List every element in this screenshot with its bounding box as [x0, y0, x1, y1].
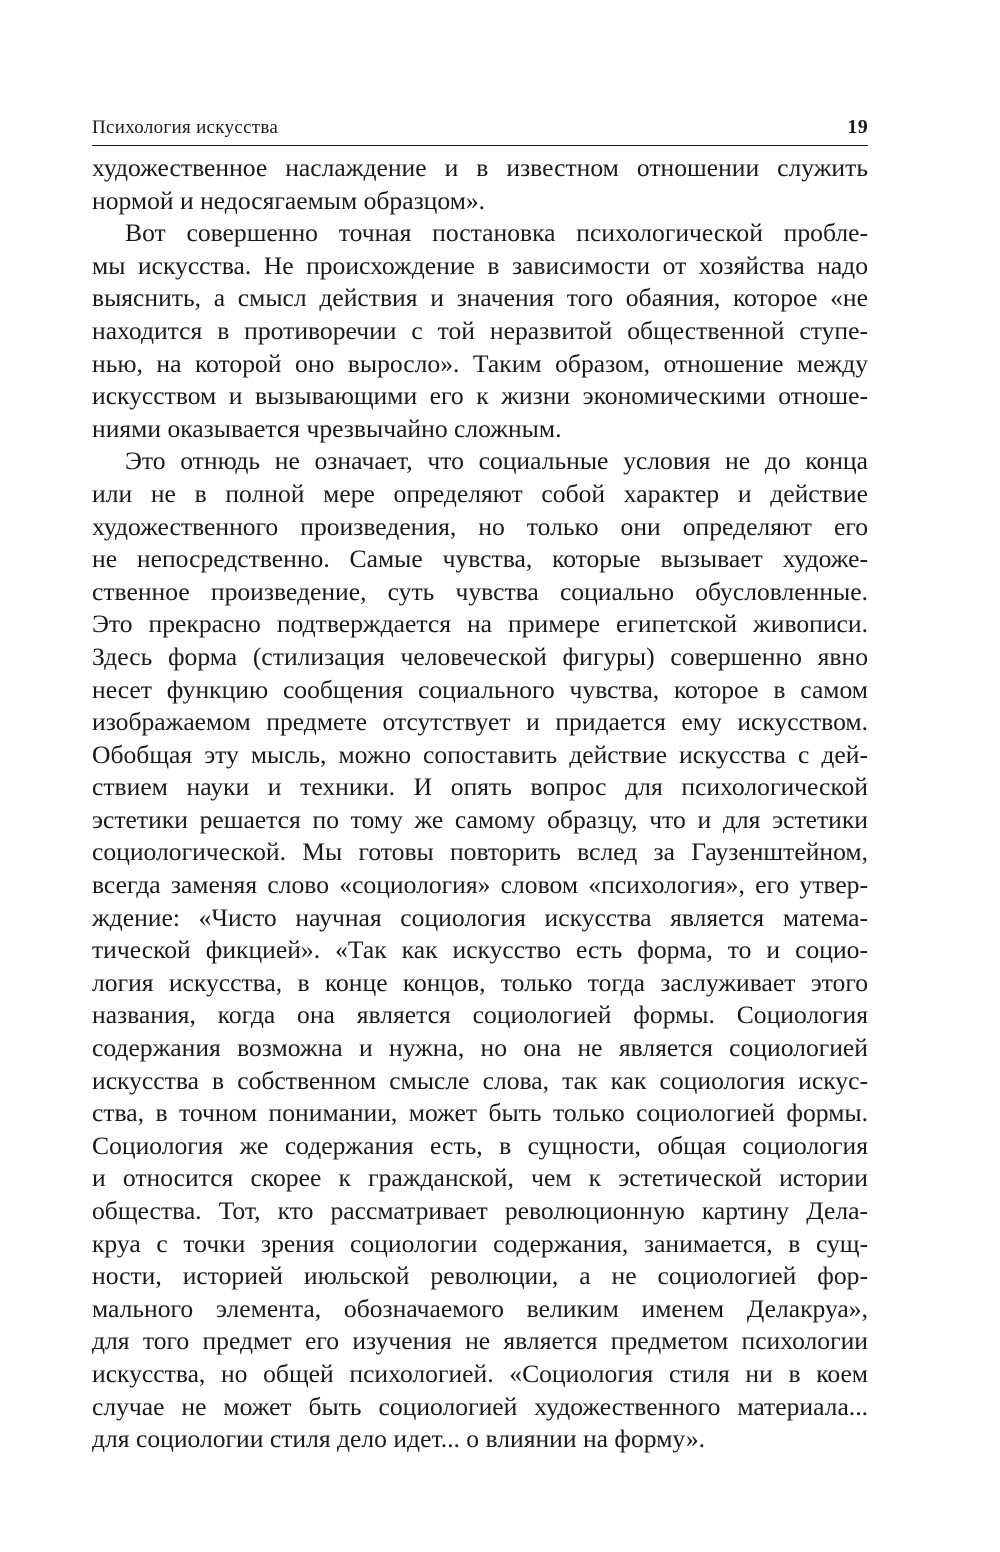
text-line: для социологии стиля дело идет... о влиянии на форму».: [92, 1424, 706, 1454]
text-line: изображаемом предмете отсутствует и придается ему искусством.: [92, 707, 868, 737]
text-line: ства, в точном понимании, может быть только социологией формы.: [92, 1098, 868, 1128]
text-line: всегда заменяя слово «социология» словом «психология», его утвер-: [92, 870, 868, 900]
text-line: не непосредственно. Самые чувства, которые вызывает художе-: [92, 544, 868, 574]
text-line: Обобщая эту мысль, можно сопоставить действие искусства с дей-: [92, 739, 868, 769]
paragraph: [92, 152, 868, 217]
text-line: мы искусства. Не происхождение в зависимости от хозяйства надо: [92, 250, 868, 280]
text-line: Вот совершенно точная постановка психологической пробле-: [125, 218, 868, 248]
text-line: находится в противоречии с той неразвитой общественной ступе-: [92, 315, 868, 345]
running-head-title: Психология искусства: [92, 117, 279, 138]
page-number: 19: [847, 116, 868, 138]
text-line: тической фикцией». «Так как искусство есть форма, то и социо-: [92, 935, 868, 965]
text-line: названия, когда она является социологией формы. Социология: [92, 1000, 868, 1030]
text-line: содержания возможна и нужна, но она не является социологией: [92, 1033, 868, 1063]
text-line: ниями оказывается чрезвычайно сложным.: [92, 413, 562, 443]
text-line: художественное наслаждение и в известном отношении служить: [92, 153, 868, 182]
text-line: Здесь форма (стилизация человеческой фигуры) совершенно явно: [92, 641, 868, 671]
text-line: социологической. Мы готовы повторить вслед за Гаузенштейном,: [92, 837, 868, 867]
text-line: ности, историей июльской революции, а не социологией фор-: [92, 1261, 868, 1291]
text-line: мального элемента, обозначаемого великим именем Делакруа»,: [92, 1293, 868, 1323]
book-page: [92, 116, 868, 1456]
running-head: [92, 116, 868, 146]
text-line: искусства в собственном смысле слова, так как социология искус-: [92, 1065, 868, 1095]
text-line: нормой и недосягаемым образцом».: [92, 185, 486, 215]
text-line: искусством и вызывающими его к жизни экономическими отноше-: [92, 381, 868, 411]
text-line: общества. Тот, кто рассматривает революционную картину Дела-: [92, 1196, 868, 1225]
text-line: несет функцию сообщения социального чувства, которое в самом: [92, 674, 868, 704]
body-text: [92, 152, 868, 1456]
paragraph: [92, 445, 868, 1455]
text-line: Это отнюдь не означает, что социальные условия не до конца: [125, 446, 868, 476]
text-line: Это прекрасно подтверждается на примере египетской живописи.: [92, 609, 868, 639]
text-line: круа с точки зрения социологии содержания, занимается, в сущ-: [92, 1228, 868, 1258]
paragraph: [92, 217, 868, 445]
text-line: Социология же содержания есть, в сущности, общая социология: [92, 1130, 868, 1160]
text-line: и относится скорее к гражданской, чем к эстетической истории: [92, 1163, 868, 1193]
text-line: искусства, но общей психологией. «Социология стиля ни в коем: [92, 1358, 868, 1388]
text-line: случае не может быть социологией художественного материала...: [92, 1391, 868, 1421]
text-line: логия искусства, в конце концов, только тогда заслуживает этого: [92, 967, 868, 997]
text-line: или не в полной мере определяют собой характер и действие: [92, 478, 868, 508]
text-line: нью, на которой оно выросло». Таким образом, отношение между: [92, 348, 868, 378]
text-line: для того предмет его изучения не является предметом психологии: [92, 1326, 868, 1356]
text-line: ждение: «Чисто научная социология искусства является матема-: [92, 902, 868, 932]
text-line: выяснить, а смысл действия и значения того обаяния, которое «не: [92, 283, 868, 313]
text-line: художественного произведения, но только они определяют его: [92, 511, 868, 541]
text-line: ственное произведение, суть чувства социально обусловленные.: [92, 576, 868, 606]
text-line: эстетики решается по тому же самому образцу, что и для эстетики: [92, 804, 868, 834]
text-line: ствием науки и техники. И опять вопрос для психологической: [92, 772, 868, 802]
